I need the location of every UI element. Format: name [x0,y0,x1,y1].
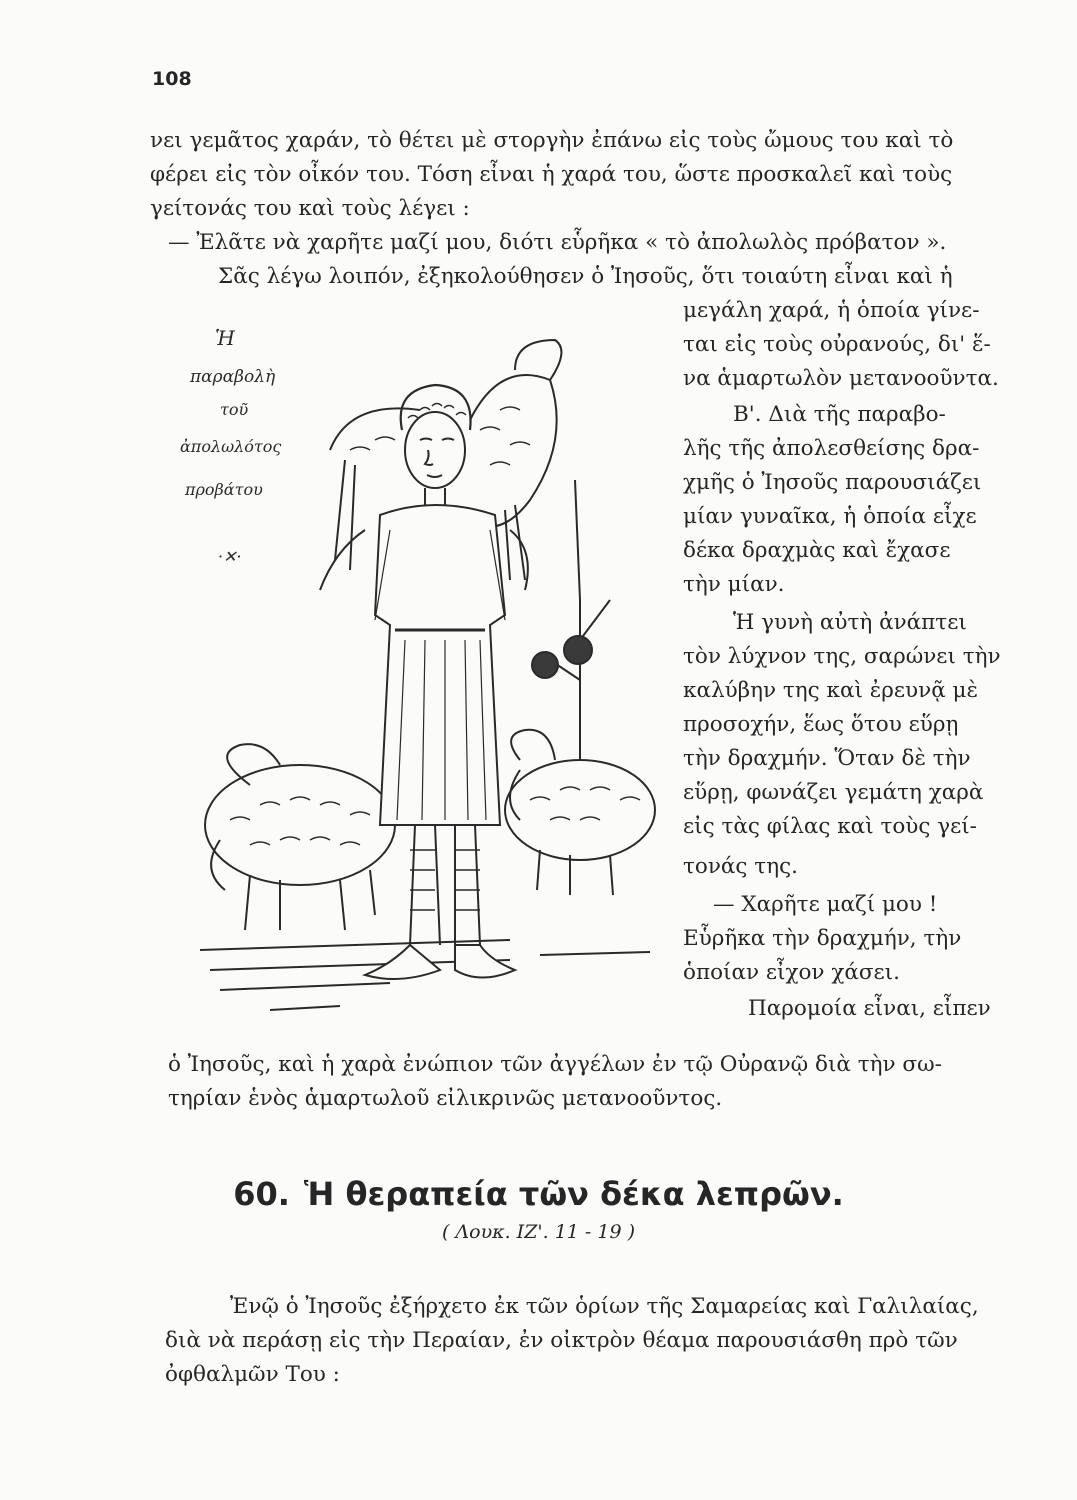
column-line: προσοχήν, ἕως ὅτου εὕρῃ [683,712,959,737]
section-number: 60. [233,1175,290,1213]
cross-ornament: ·✕· [218,547,242,566]
illustration-caption [180,326,281,566]
column-line: Εὗρῆκα τὴν δραχμήν, τὴν [683,926,962,951]
column-line: τὴν δραχμήν. Ὅταν δὲ τὴν [683,746,971,771]
column-line: να ἁμαρτωλὸν μετανοοῦντα. [683,366,999,391]
caption-line: τοῦ [220,400,249,419]
column-line: Β'. Διὰ τῆς παραβο- [733,402,946,427]
column-line: ται εἰς τοὺς οὐρανούς, δι' ἕ- [683,332,991,357]
column-line: χμῆς ὁ Ἰησοῦς παρουσιάζει [683,470,982,495]
caption-line: προβάτου [185,480,263,499]
tree [532,480,610,760]
shepherd-figure [320,340,561,979]
section-reference: ( Λουκ. ΙΖ'. 11 - 19 ) [441,1221,635,1243]
caption-line: Ἡ [215,326,235,350]
column-line: μεγάλη χαρά, ἡ ὁποία γίνε- [683,298,980,323]
column-line: τὸν λύχνον της, σαρώνει τὴν [683,644,1001,669]
body-line: γείτονάς του καὶ τοὺς λέγει : [150,196,470,221]
column-line: εἰς τὰς φίλας καὶ τοὺς γεί- [683,814,977,839]
section-title: Ἡ θεραπεία τῶν δέκα λεπρῶν. [303,1175,844,1213]
column-line: ὁποίαν εἶχον χάσει. [683,960,900,985]
body-line: φέρει εἰς τὸν οἶκόν του. Τόση εἶναι ἡ χαρά του, ὥστε προσκαλεῖ καὶ τοὺς [150,162,953,187]
column-line: τονάς της. [683,854,798,879]
left-sheep [205,744,395,930]
column-line: μίαν γυναῖκα, ἡ ὁποία εἶχε [683,504,977,529]
body-line: τηρίαν ἑνὸς ἁμαρτωλοῦ εἰλικρινῶς μετανοοῦντος. [168,1086,723,1111]
section-heading [0,1175,1077,1213]
column-line: Ἡ γυνὴ αὐτὴ ἀνάπτει [733,610,967,635]
column-line: εὕρῃ, φωνάζει γεμάτη χαρὰ [683,780,984,805]
body-line: Ἐνῷ ὁ Ἰησοῦς ἐξήρχετο ἐκ τῶν ὁρίων τῆς Σαμαρείας καὶ Γαλιλαίας, [230,1294,979,1319]
column-line: λῆς τῆς ἀπολεσθείσης δρα- [683,436,980,461]
body-line: ὀφθαλμῶν Του : [165,1362,340,1387]
body-line: διὰ νὰ περάσῃ εἰς τὴν Περαίαν, ἐν οἰκτρὸν θέαμα παρουσιάσθη πρὸ τῶν [165,1328,958,1353]
good-shepherd-illustration [180,300,680,1030]
body-line: νει γεμᾶτος χαράν, τὸ θέτει μὲ στοργὴν ἐπάνω εἰς τοὺς ὤμους του καὶ τὸ [150,128,954,153]
body-line: Σᾶς λέγω λοιπόν, ἐξηκολούθησεν ὁ Ἰησοῦς, ὅτι τοιαύτη εἶναι καὶ ἡ [218,264,953,289]
column-line: τὴν μίαν. [683,572,785,597]
body-line: — Ἐλᾶτε νὰ χαρῆτε μαζί μου, διότι εὗρῆκα « τὸ ἀπολωλὸς πρόβατον ». [168,230,947,255]
caption-line: ἀπολωλότος [180,437,282,456]
column-line: δέκα δραχμὰς καὶ ἔχασε [683,538,951,563]
column-line: Παρομοία εἶναι, εἶπεν [748,996,991,1021]
column-line: καλύβην της καὶ ἐρευνᾷ μὲ [683,678,979,703]
body-line: ὁ Ἰησοῦς, καὶ ἡ χαρὰ ἐνώπιον τῶν ἀγγέλων ἐν τῷ Οὐρανῷ διὰ τὴν σω- [168,1052,942,1077]
column-line: — Χαρῆτε μαζί μου ! [713,892,938,917]
caption-line: παραβολὴ [190,367,276,387]
page-number: 108 [152,68,192,90]
